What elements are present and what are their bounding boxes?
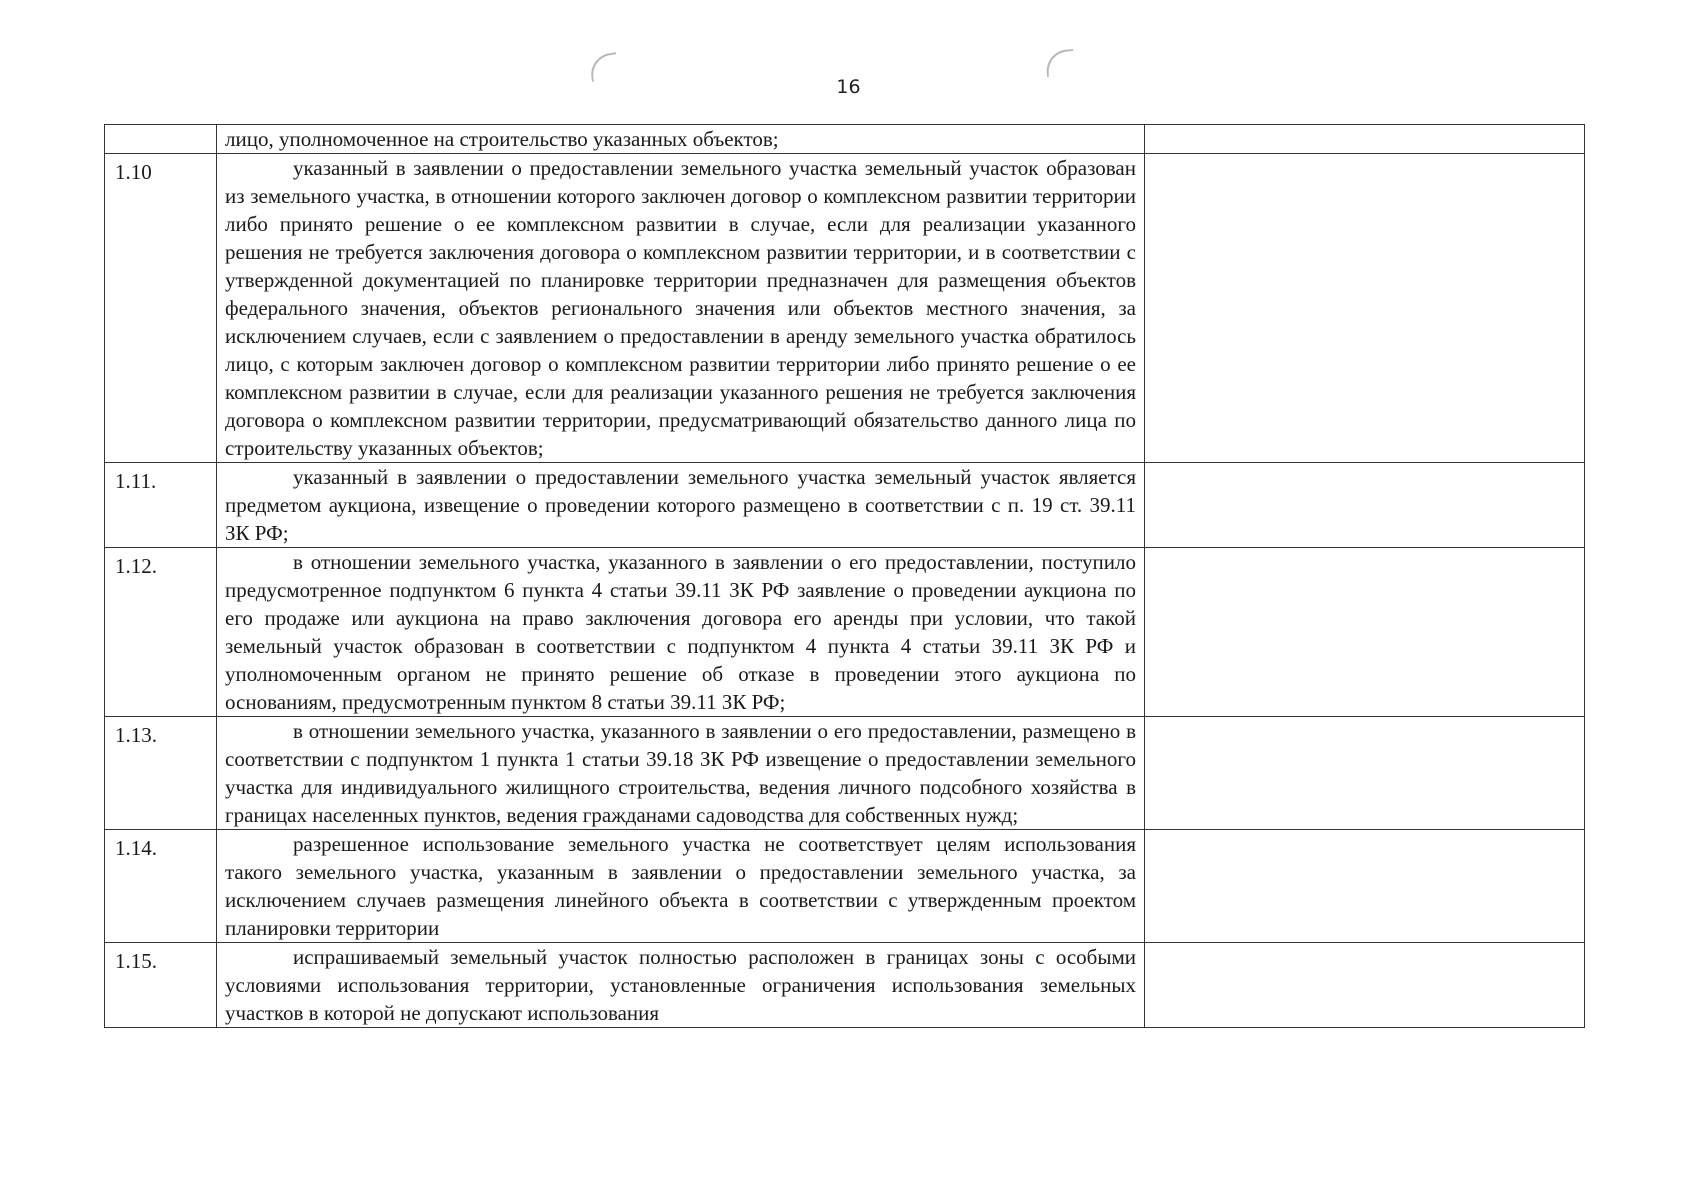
row-number [105,125,217,154]
row-text-content: указанный в заявлении о предоставлении земельного участка земельный участок является предметом аукциона, извещение о проведении которого размещено в соответствии с п. 19 ст. 39.11 ЗК РФ; [225,465,1136,545]
row-note-cell [1145,125,1585,154]
row-text [217,830,1145,943]
row-text-content: в отношении земельного участка, указанного в заявлении о его предоставлении, поступило предусмотренное подпунктом 6 пункта 4 статьи 39.11 ЗК РФ заявление о проведении аукциона по его продаже или аукциона на право заключения договора его аренды при условии, что такой земельный участок образован в соответствии с подпунктом 4 пункта 4 статьи 39.11 ЗК РФ и уполномоченным органом не принято решение об отказе в проведении этого аукциона по основаниям, предусмотренным пунктом 8 статьи 39.11 ЗК РФ; [225,550,1136,714]
table-row [105,548,1585,717]
row-number: 1.13. [105,717,217,830]
row-note-cell [1145,154,1585,463]
table-row [105,717,1585,830]
grounds-table [104,124,1585,1028]
row-number: 1.15. [105,943,217,1028]
table-row [105,463,1585,548]
row-text [217,463,1145,548]
table-row [105,943,1585,1028]
table-row [105,154,1585,463]
scan-artifact-mark [1045,49,1075,77]
row-note-cell [1145,463,1585,548]
row-text [217,548,1145,717]
row-text [217,154,1145,463]
table-row [105,125,1585,154]
page-number: 16 [836,76,861,98]
row-number: 1.11. [105,463,217,548]
row-text-content: разрешенное использование земельного участка не соответствует целям использования такого земельного участка, указанным в заявлении о предоставлении земельного участка, за исключением случаев размещения линейного объекта в соответствии с утвержденным проектом планировки территории [225,832,1136,940]
row-text-content: в отношении земельного участка, указанного в заявлении о его предоставлении, размещено в соответствии с подпунктом 1 пункта 1 статьи 39.18 ЗК РФ извещение о предоставлении земельного участка для индивидуального жилищного строительства, ведения личного подсобного хозяйства в границах населенных пунктов, ведения гражданами садоводства для собственных нужд; [225,719,1136,827]
row-text-content: указанный в заявлении о предоставлении земельного участка земельный участок образован из земельного участка, в отношении которого заключен договор о комплексном развитии территории либо принято решение о ее комплексном развитии в случае, если для реализации указанного решения не требуется заключения договора о комплексном развитии территории, и в соответствии с утвержденной документацией по планировке территории предназначен для размещения объектов федерального значения, объектов регионального значения или объектов местного значения, за исключением случаев, если с заявлением о предоставлении в аренду земельного участка обратилось лицо, с которым заключен договор о комплексном развитии территории либо принято решение о ее комплексном развитии в случае, если для реализации указанного решения не требуется заключения договора о комплексном развитии территории, предусматривающий обязательство данного лица по строительству указанных объектов; [225,156,1136,460]
row-number: 1.12. [105,548,217,717]
row-note-cell [1145,830,1585,943]
row-number: 1.10 [105,154,217,463]
row-text [217,717,1145,830]
row-note-cell [1145,717,1585,830]
row-note-cell [1145,943,1585,1028]
table-row [105,830,1585,943]
row-text [217,125,1145,154]
row-text-content: лицо, уполномоченное на строительство указанных объектов; [225,127,779,151]
row-text [217,943,1145,1028]
row-note-cell [1145,548,1585,717]
row-number: 1.14. [105,830,217,943]
row-text-content: испрашиваемый земельный участок полностью расположен в границах зоны с особыми условиями использования территории, установленные ограничения использования земельных участков в которой не допускают использования [225,945,1136,1025]
